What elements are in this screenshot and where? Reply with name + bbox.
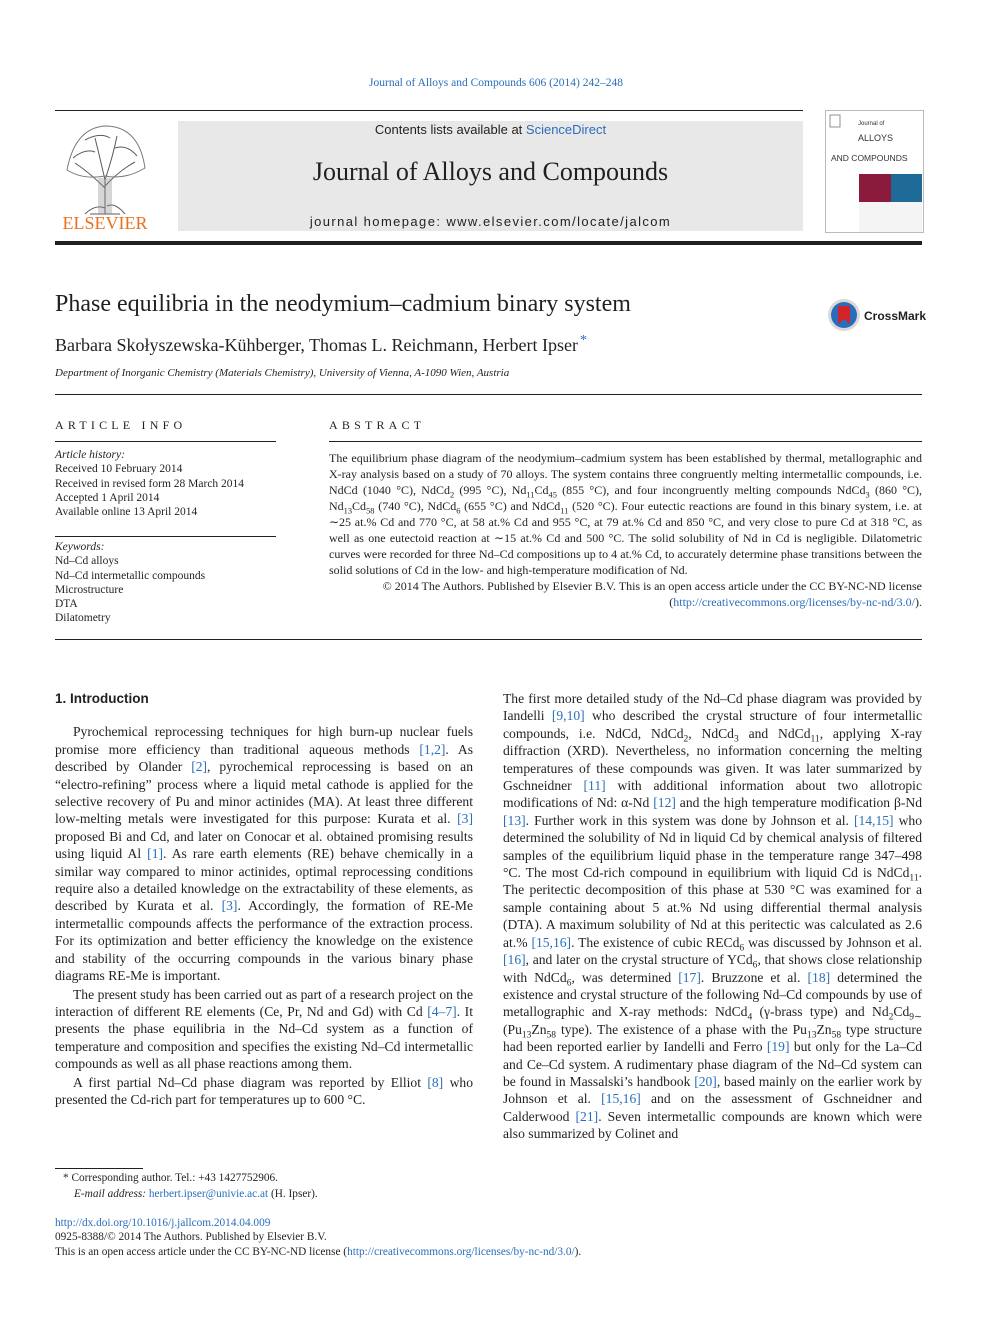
abstract-license-link[interactable]: http://creativecommons.org/licenses/by-nc-nd/3.0/ bbox=[673, 595, 915, 609]
sciencedirect-link[interactable]: ScienceDirect bbox=[525, 122, 607, 137]
keywords bbox=[55, 540, 205, 626]
journal-homepage[interactable]: journal homepage: www.elsevier.com/locate/jalcom bbox=[309, 214, 672, 229]
footnote bbox=[55, 1170, 473, 1202]
authors-text: Barbara Skołyszewska-Kühberger, Thomas L. Reichmann, Herbert Ipser bbox=[55, 335, 578, 355]
history-item: Accepted 1 April 2014 bbox=[55, 491, 160, 504]
footnote-mark: * bbox=[63, 1172, 69, 1184]
article-info-heading: ARTICLE INFO bbox=[55, 418, 187, 432]
corresponding-text: Corresponding author. Tel.: +43 1427752906. bbox=[71, 1172, 278, 1184]
cover-title-2: ALLOYS bbox=[858, 133, 894, 143]
open-access-line bbox=[55, 1245, 581, 1259]
affiliation: Department of Inorganic Chemistry (Materials Chemistry), University of Vienna, A-1090 Wien, Austria bbox=[55, 367, 510, 379]
abstract-rule bbox=[329, 441, 922, 442]
history-item: Available online 13 April 2014 bbox=[55, 506, 198, 519]
elsevier-logo bbox=[55, 118, 155, 236]
keyword-item: Nd–Cd alloys bbox=[55, 555, 119, 568]
body-paragraph: The first more detailed study of the Nd–Cd phase diagram was provided by Iandelli [9,10] who described the crystal structure of four intermetallic compounds, i.e. NdCd, NdCd$_2$, NdCd$_3$ and NdCd$_{11}$, applying X-ray diffraction (XRD). Nevertheless, no information concerning the melting temperatures of these compounds was given. It was later summarized by Gschneidner [11] with additional information about two allotropic modifications of Nd: α-Nd [12] and the high temperature modification β-Nd [13]. Further work in this system was done by Johnson et al. [14,15] who determined the solubility of Nd in liquid Cd by chemical analysis of filtered samples of the equilibrium liquid phase in the temperature range 347–498 °C. The most Cd-rich compound in equilibrium with liquid Cd is NdCd$_{11}$. The peritectic decomposition of this phase at 530 °C was examined for a sample containing about 5 at.% Nd using differential thermal analysis (DTA). A maximum solubility of Nd at this peritectic was calculated as 2.6 at.% [15,16]. The existence of cubic RECd$_6$ was discussed by Johnson et al. [16], and later on the crystal structure of YCd$_6$, that shows close relationship with NdCd$_6$, was determined [17]. Bruzzone et al. [18] determined the existence and crystal structure of the following Nd–Cd compounds by use of metallographic and X-ray methods: NdCd$_4$ (γ-brass type) and $Nd_2Cd_{9\sim}$ ($Pu_{13}Zn_{58}$ type). The existence of a phase with the $Pu_{13}Zn_{58}$ type structure had been reported earlier by Iandelli and Ferro [19] but only for the La–Cd and Ce–Cd system. A rudimentary phase diagram of the Nd–Cd system can be found in Massalski’s handbook [20], based mainly on the earlier work by Johnson et al. [15,16] and on the assessment of Gschneidner and Calderwood [21]. Seven intermetallic compounds are known which were also summarized by Colinet and bbox=[503, 691, 923, 1142]
crossmark-badge[interactable] bbox=[826, 297, 926, 333]
history-label: Article history: bbox=[55, 449, 125, 461]
body-paragraph: A first partial Nd–Cd phase diagram was reported by Elliot [8] who presented the Cd-rich part for temperatures up to 600 °C. bbox=[55, 1074, 473, 1107]
footnote-rule bbox=[55, 1168, 143, 1169]
body-paragraph: The present study has been carried out as part of a research project on the interaction of different RE elements (Ce, Pr, Nd and Gd) with Cd [4–7]. It presents the phase equilibria in the Nd–Cd system as a function of temperature and composition and specifies the existing Nd–Cd intermetallic compounds as well as all phase reactions among them. bbox=[55, 986, 473, 1072]
email-link[interactable]: herbert.ipser@univie.ac.at bbox=[148, 1188, 269, 1200]
article-info-rule bbox=[55, 441, 276, 442]
issn-line: 0925-8388/© 2014 The Authors. Published by Elsevier B.V. bbox=[55, 1231, 327, 1244]
cover-title-1: Journal of bbox=[858, 121, 885, 127]
keyword-item: DTA bbox=[55, 598, 78, 611]
keywords-rule bbox=[55, 536, 276, 537]
body-column-left bbox=[55, 690, 473, 1108]
keyword-item: Nd–Cd intermetallic compounds bbox=[55, 569, 206, 582]
article-history bbox=[55, 448, 244, 519]
section-rule bbox=[55, 394, 922, 395]
corresponding-mark[interactable]: * bbox=[579, 333, 587, 348]
keyword-item: Dilatometry bbox=[55, 612, 111, 625]
history-item: Received 10 February 2014 bbox=[55, 463, 183, 476]
abstract-heading: ABSTRACT bbox=[329, 418, 426, 432]
journal-banner bbox=[178, 121, 803, 231]
section-heading: 1. Introduction bbox=[55, 691, 149, 706]
doi-link[interactable]: http://dx.doi.org/10.1016/j.jallcom.2014.04.009 bbox=[55, 1217, 271, 1229]
email-label: E-mail address: bbox=[74, 1188, 149, 1200]
email-suffix: (H. Ipser). bbox=[268, 1188, 318, 1200]
tree-icon bbox=[55, 118, 155, 236]
email-footnote bbox=[55, 1186, 473, 1202]
cover-title-3: AND COMPOUNDS bbox=[831, 153, 908, 163]
corresponding-footnote bbox=[55, 1170, 473, 1186]
abstract-copyright bbox=[329, 578, 922, 610]
oa-suffix: ). bbox=[574, 1245, 582, 1258]
header-rule bbox=[55, 110, 803, 111]
history-item: Received in revised form 28 March 2014 bbox=[55, 477, 245, 490]
abstract-body bbox=[329, 450, 922, 610]
oa-prefix: This is an open access article under the CC BY-NC-ND license ( bbox=[55, 1245, 348, 1258]
author-list bbox=[55, 335, 587, 356]
body-paragraph: Pyrochemical reprocessing techniques for high burn-up nuclear fuels promise more efficiency than traditional aqueous methods [1,2]. As described by Olander [2], pyrochemical reprocessing is based on an “electro-refining” process where a liquid metal cathode is applied for the selective recovery of Pu and minor actinides (MA). At least three different low-melting metals were investigated for this purpose: Kurata et al. [3] proposed Bi and Cd, and later on Conocar et al. obtained promising results using liquid Al [1]. As rare earth elements (RE) behave chemically in a similar way compared to minor actinides, optimal reprocessing conditions require also a detailed knowledge on the extractability of these elements, as described by Kurata et al. [3]. Accordingly, the formation of RE-Me intermetallic compounds affects the performance of the extraction process. For its optimization and better efficiency the knowledge on the existence and stability of the occurring compounds in the various binary phase diagrams RE-Me is important. bbox=[55, 724, 474, 984]
keyword-item: Microstructure bbox=[55, 583, 124, 596]
copyright-text: © 2014 The Authors. Published by Elsevier B.V. This is an open access article under the CC BY-NC-ND license ( bbox=[382, 579, 922, 609]
body-column-right bbox=[503, 690, 922, 1143]
footer-license-link[interactable]: http://creativecommons.org/licenses/by-nc-nd/3.0/ bbox=[347, 1245, 575, 1258]
license-close: ). bbox=[915, 595, 922, 609]
journal-title: Journal of Alloys and Compounds bbox=[312, 157, 669, 186]
abstract-bottom-rule bbox=[55, 639, 922, 640]
contents-prefix: Contents lists available at bbox=[374, 122, 526, 137]
keywords-label: Keywords: bbox=[55, 541, 105, 553]
crossmark-label: CrossMark bbox=[864, 309, 926, 323]
journal-reference[interactable]: Journal of Alloys and Compounds 606 (2014) 242–248 bbox=[369, 77, 623, 89]
page-footer bbox=[55, 1216, 581, 1259]
contents-line bbox=[178, 122, 803, 137]
abstract-paragraph: The equilibrium phase diagram of the neodymium–cadmium system has been established by thermal, metallographic and X-ray analysis based on a study of 70 alloys. The system contains three congruently melting intermetallic compounds, i.e. NdCd (1040 °C), NdCd$_2$ (995 °C), $Nd_{11}Cd_{45}$ (855 °C), and four incongruently melting compounds NdCd$_3$ (860 °C), $Nd_{13}Cd_{58}$ (740 °C), NdCd$_6$ (655 °C) and NdCd$_{11}$ (520 °C). Four eutectic reactions are found in this binary system, i.e. at ∼25 at.% Cd and 770 °C, at 58 at.% Cd and 955 °C, at 79 at.% Cd and 850 °C, and very close to pure Cd at 318 °C, as well as one eutectoid reaction at ∼15 at.% Cd and 500 °C. The solid solubility of Nd in Cd is negligible. Dilatometric curves were recorded for three Nd–Cd compositions up to 4 at.% Cd, to accurately determine phase transitions between the solid solutions of Cd in the low- and high-temperature modification of Nd. bbox=[329, 451, 923, 577]
header-thick-rule bbox=[55, 241, 922, 245]
journal-cover-thumbnail[interactable] bbox=[825, 110, 924, 233]
elsevier-wordmark: ELSEVIER bbox=[62, 213, 148, 233]
article-title: Phase equilibria in the neodymium–cadmium binary system bbox=[55, 291, 631, 317]
